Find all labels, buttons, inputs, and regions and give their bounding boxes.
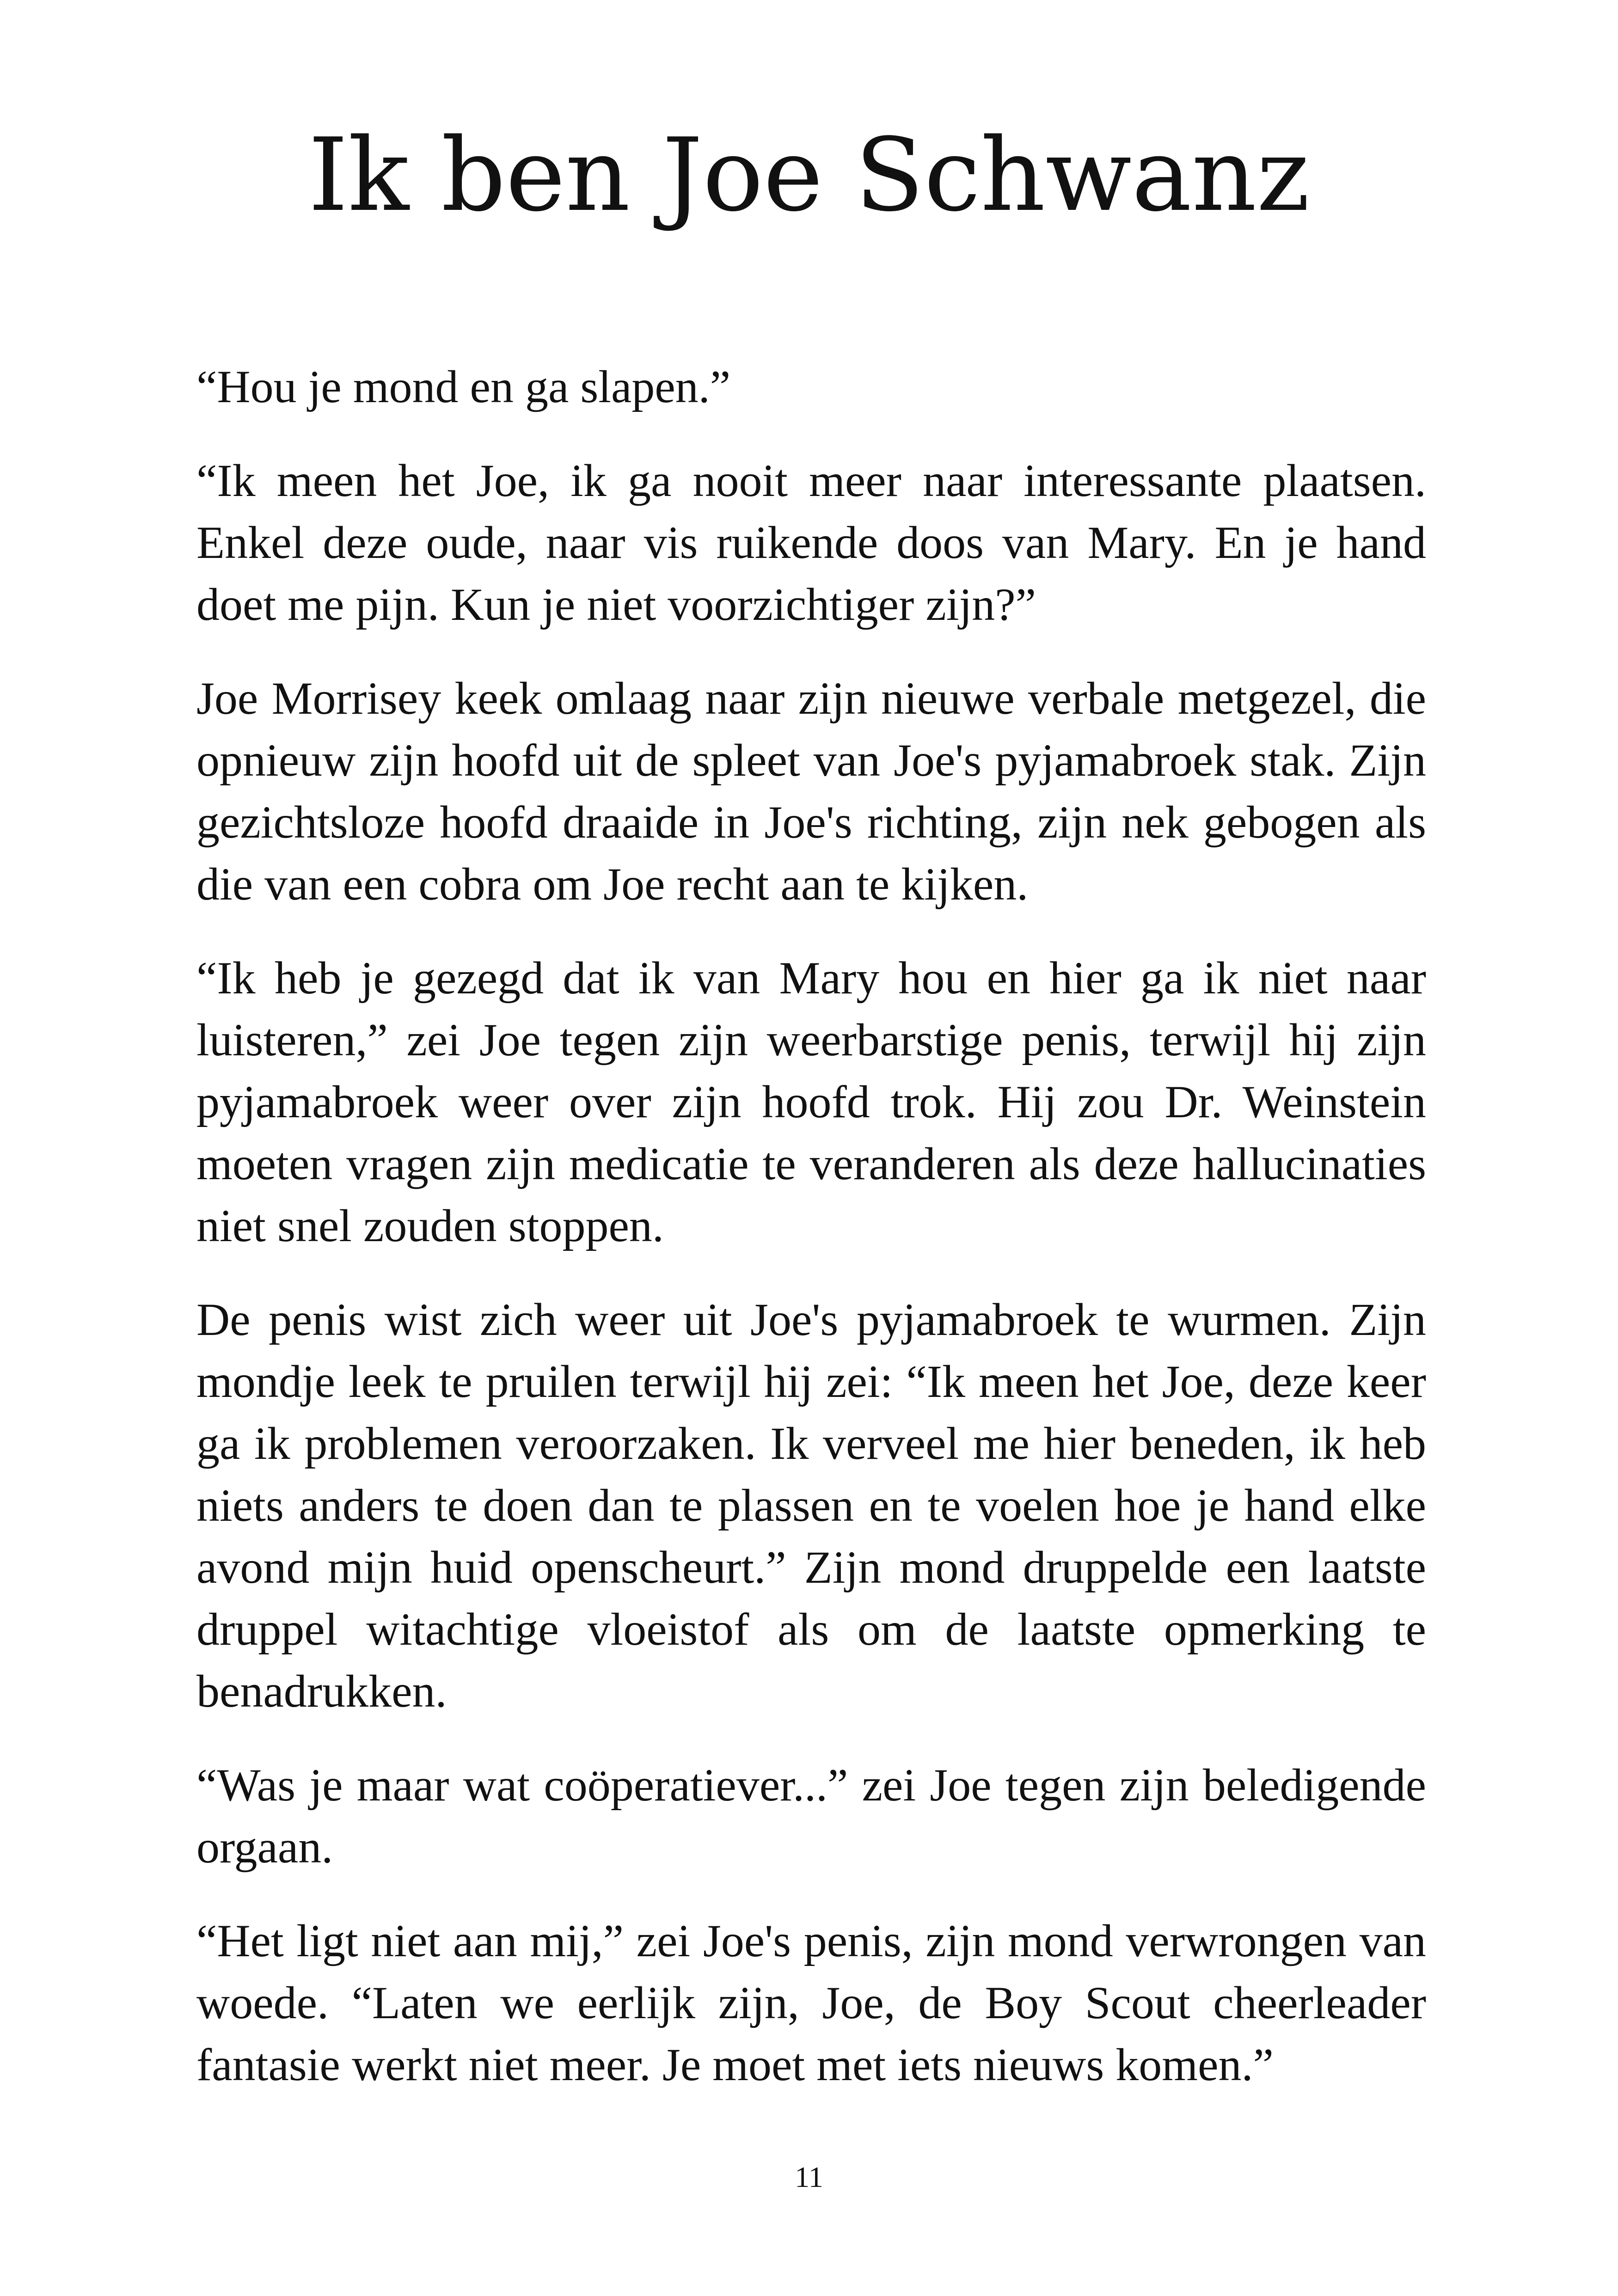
paragraph: “Het ligt niet aan mij,” zei Joe's penis, zijn mond verwrongen van woede. “Laten we eerlijk zijn, Joe, de Boy Scout cheerleader fantasie werkt niet meer. Je moet met iets nieuws komen.” — [196, 1915, 1426, 2090]
paragraph: Joe Morrisey keek omlaag naar zijn nieuwe verbale metgezel, die opnieuw zijn hoofd uit de spleet van Joe's pyjamabroek stak. Zijn gezichtsloze hoofd draaide in Joe's richting, zijn nek gebogen als die van een cobra om Joe recht aan te kijken. — [196, 673, 1426, 910]
paragraph: “Hou je mond en ga slapen.” — [196, 361, 731, 412]
paragraph: De penis wist zich weer uit Joe's pyjamabroek te wurmen. Zijn mondje leek te pruilen terwijl hij zei: “Ik meen het Joe, deze keer ga ik problemen veroorzaken. Ik verveel me hier beneden, ik heb niets anders te doen dan te plassen en te voelen hoe je hand elke avond mijn huid openscheurt.” Zijn mond druppelde een laatste druppel witachtige vloeistof als om de laatste opmerking te benadrukken. — [196, 1294, 1426, 1717]
paragraph: “Ik meen het Joe, ik ga nooit meer naar interessante plaatsen. Enkel deze oude, naar vis ruikende doos van Mary. En je hand doet me pijn. Kun je niet voorzichtiger zijn?” — [196, 455, 1426, 630]
paragraph: “Ik heb je gezegd dat ik van Mary hou en hier ga ik niet naar luisteren,” zei Joe tegen zijn weerbarstige penis, terwijl hij zijn pyjamabroek weer over zijn hoofd trok. Hij zou Dr. Weinstein moeten vragen zijn medicatie te veranderen als deze hallucinaties niet snel zouden stoppen. — [196, 952, 1426, 1251]
chapter-title: Ik ben Joe Schwanz — [308, 117, 1310, 234]
page-number: 11 — [795, 2161, 823, 2193]
paragraph: “Was je maar wat coöperatiever...” zei Joe tegen zijn beledigende orgaan. — [196, 1759, 1426, 1873]
body-text — [196, 356, 1426, 2128]
